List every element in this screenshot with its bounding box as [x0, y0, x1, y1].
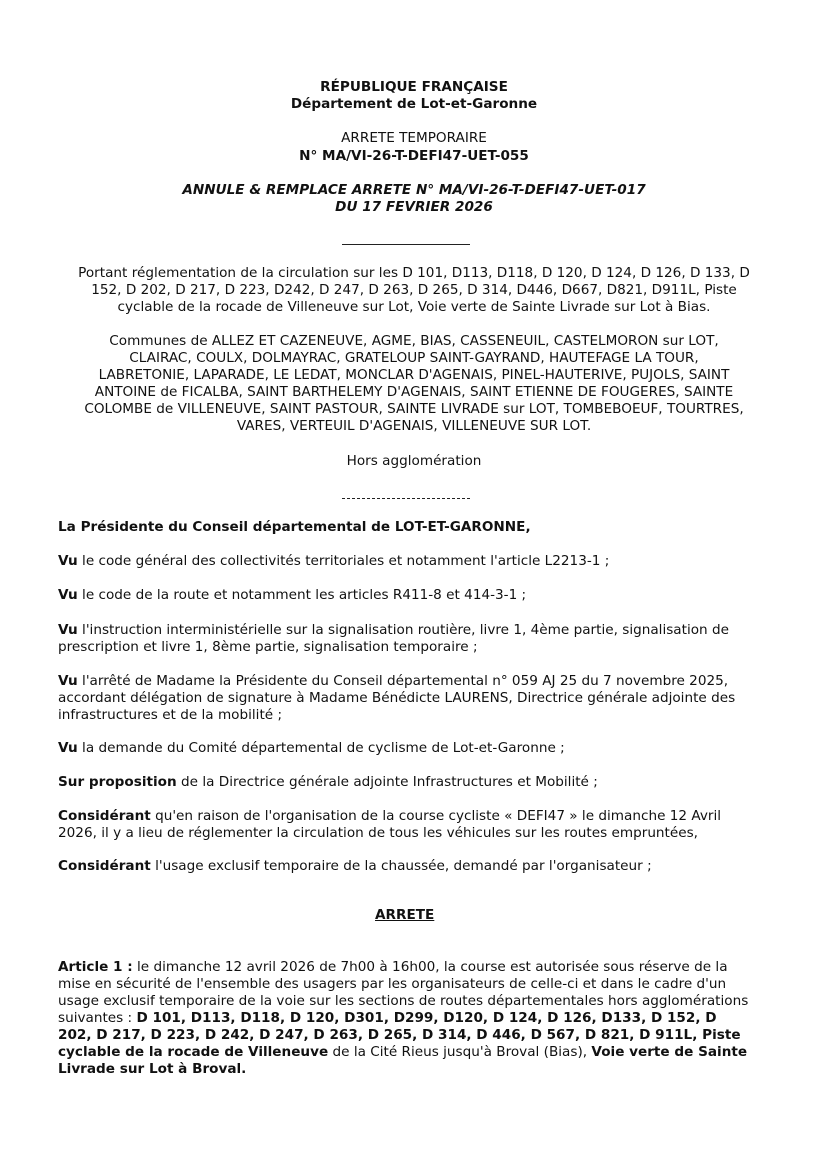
location-label: Hors agglomération: [346, 453, 482, 469]
decree-heading: ARRETE: [375, 907, 435, 923]
article-line-5-roads: 202, D 217, D 223, D 242, D 247, D 263, D 265, D 314, D 446, D 567, D 821, D 911L, Piste: [58, 1027, 741, 1043]
subject-line-2: 152, D 202, D 217, D 223, D242, D 247, D 263, D 265, D 314, D446, D667, D821, D911L, Piste: [91, 282, 737, 298]
vu-text-line-2: prescription et livre 1, 8ème partie, signalisation temporaire ;: [58, 639, 478, 655]
vu-text: le code général des collectivités territoriales et notamment l'article L2213-1 ;: [77, 553, 610, 569]
article-line-4-plain: suivantes :: [58, 1010, 137, 1026]
republic-title: RÉPUBLIQUE FRANÇAISE: [320, 79, 508, 95]
communes-line-6: VARES, VERTEUIL D'AGENAIS, VILLENEUVE SUR LOT.: [236, 418, 592, 434]
article-line-1: le dimanche 12 avril 2026 de 7h00 à 16h00, la course est autorisée sous réserve de la: [132, 959, 728, 975]
vu-lead: Vu: [58, 553, 78, 569]
vu-lead: Vu: [58, 740, 78, 756]
proposition-paragraph: [58, 774, 754, 791]
article-line-6-plain: de la Cité Rieus jusqu'à Broval (Bias),: [328, 1044, 592, 1060]
communes-line-1: Communes de ALLEZ ET CAZENEUVE, AGME, BIAS, CASSENEUIL, CASTELMORON sur LOT,: [109, 333, 719, 349]
vu-paragraph-4: [58, 673, 754, 724]
vu-paragraph-3: [58, 622, 754, 656]
replaces-line-1: ANNULE & REMPLACE ARRETE N° MA/VI-26-T-DEFI47-UET-017: [182, 182, 646, 198]
vu-paragraph-1: [58, 553, 754, 570]
considerant-lead: Considérant: [58, 858, 151, 874]
proposition-lead: Sur proposition: [58, 774, 177, 790]
communes-line-3: LABRETONIE, LAPARADE, LE LEDAT, MONCLAR D'AGENAIS, PINEL-HAUTERIVE, PUJOLS, SAINT: [98, 367, 730, 383]
article-lead: Article 1 :: [58, 959, 133, 975]
decree-type: ARRETE TEMPORAIRE: [341, 130, 487, 146]
considerant-text-line-1: qu'en raison de l'organisation de la course cycliste « DEFI47 » le dimanche 12 Avril: [150, 808, 722, 824]
article-line-4-roads: D 101, D113, D118, D 120, D301, D299, D120, D 124, D 126, D133, D 152, D: [136, 1010, 717, 1026]
vu-text-line-1: l'instruction interministérielle sur la signalisation routière, livre 1, 4ème partie, signalisation de: [77, 622, 729, 638]
president-heading: La Présidente du Conseil départemental de LOT-ET-GARONNE,: [58, 519, 531, 535]
considerant-lead: Considérant: [58, 808, 151, 824]
vu-lead: Vu: [58, 587, 78, 603]
subject-line-1: Portant réglementation de la circulation sur les D 101, D113, D118, D 120, D 124, D 126, D 133, D: [78, 265, 750, 281]
considerant-text-line-2: 2026, il y a lieu de réglementer la circulation de tous les véhicules sur les routes empruntées,: [58, 825, 699, 841]
separator-line-2: [342, 498, 470, 499]
separator-line: [342, 244, 470, 245]
department-title: Département de Lot-et-Garonne: [290, 96, 538, 112]
vu-text-line-3: infrastructures et de la mobilité ;: [58, 707, 283, 723]
considerant-paragraph-2: [58, 858, 754, 875]
decree-number: N° MA/VI-26-T-DEFI47-UET-055: [299, 148, 529, 164]
communes-line-4: ANTOINE de FICALBA, SAINT BARTHELEMY D'AGENAIS, SAINT ETIENNE DE FOUGERES, SAINTE: [94, 384, 734, 400]
vu-text: le code de la route et notamment les articles R411-8 et 414-3-1 ;: [77, 587, 527, 603]
article-line-3: usage exclusif temporaire de la voie sur les sections de routes départementales hors agglomérations: [58, 993, 749, 1009]
vu-text: la demande du Comité départemental de cyclisme de Lot-et-Garonne ;: [77, 740, 565, 756]
replaces-line-2: DU 17 FEVRIER 2026: [335, 199, 493, 215]
subject-line-3: cyclable de la rocade de Villeneuve sur Lot, Voie verte de Sainte Livrade sur Lot à Bias.: [117, 299, 711, 315]
proposition-text: de la Directrice générale adjointe Infrastructures et Mobilité ;: [176, 774, 598, 790]
considerant-text: l'usage exclusif temporaire de la chaussée, demandé par l'organisateur ;: [150, 858, 652, 874]
communes-line-2: CLAIRAC, COULX, DOLMAYRAC, GRATELOUP SAINT-GAYRAND, HAUTEFAGE LA TOUR,: [129, 350, 699, 366]
vu-text-line-1: l'arrêté de Madame la Présidente du Conseil départemental n° 059 AJ 25 du 7 novembre 2025,: [77, 673, 729, 689]
article-line-2: mise en sécurité de l'ensemble des usagers par les organisateurs de celle-ci et dans le cadre d'un: [58, 976, 727, 992]
vu-paragraph-5: [58, 740, 754, 757]
article-line-6-bold: cyclable de la rocade de Villeneuve: [58, 1044, 329, 1060]
article-line-6-bold-2: Voie verte de Sainte: [591, 1044, 748, 1060]
article-line-7-bold: Livrade sur Lot à Broval.: [58, 1061, 247, 1077]
vu-lead: Vu: [58, 622, 78, 638]
vu-text-line-2: accordant délégation de signature à Madame Bénédicte LAURENS, Directrice générale adjointe des: [58, 690, 736, 706]
communes-line-5: COLOMBE de VILLENEUVE, SAINT PASTOUR, SAINTE LIVRADE sur LOT, TOMBEBOEUF, TOURTRES,: [84, 401, 744, 417]
article-1: [58, 959, 754, 1078]
vu-lead: Vu: [58, 673, 78, 689]
vu-paragraph-2: [58, 587, 754, 604]
considerant-paragraph-1: [58, 808, 754, 842]
